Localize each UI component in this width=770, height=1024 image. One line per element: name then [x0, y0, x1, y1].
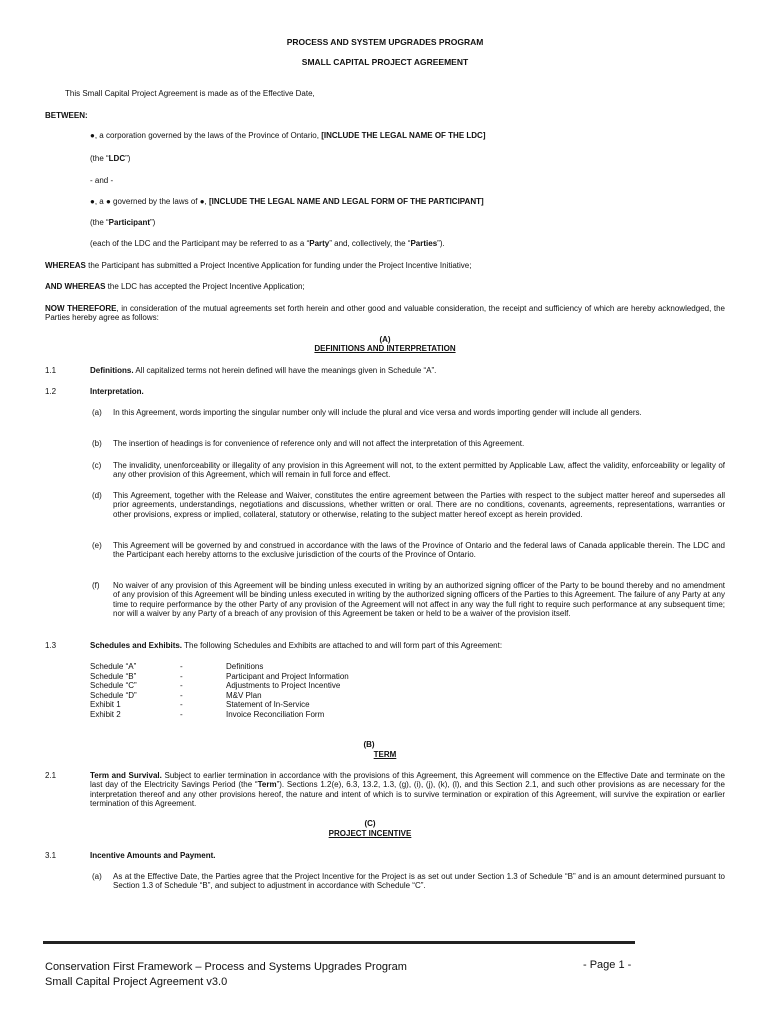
schedule-name: Schedule “D” [90, 690, 137, 700]
section-c-title: PROJECT INCENTIVE [328, 829, 412, 838]
s1-1-number: 1.1 [45, 366, 57, 375]
each-parties: Parties [410, 239, 438, 248]
and-separator: - and - [90, 176, 114, 185]
footer-line-2: Small Capital Project Agreement v3.0 [45, 976, 228, 988]
whereas-2 [45, 282, 725, 291]
s1-3-body: The following Schedules and Exhibits are attached to and will form part of this Agreement: [182, 641, 503, 650]
s3-1-head: Incentive Amounts and Payment. [90, 851, 216, 860]
whereas-1-text: the Participant has submitted a Project Incentive Application for funding under the Project Incentive Initiative; [85, 261, 472, 270]
ldc-def-pre: (the “ [90, 154, 109, 163]
schedule-dash: - [180, 700, 183, 709]
schedule-desc: Definitions [226, 662, 264, 671]
s2-1-term: Term [257, 780, 277, 790]
schedule-dash: - [180, 681, 183, 690]
each-post: ”). [437, 239, 445, 248]
s1-2-d-label: (d) [92, 491, 102, 500]
ldc-def-term: LDC [108, 154, 126, 163]
s2-1-post: ”). Sections 1.2(e), 6.3, 13.2, 1.3, (g), (i), (j), (k), (l), and this Section 2.1, and such other provisions as are necessary for the interpretation thereof and any other provisions hereof, the nature and intent of which is to survive termination or expiration of this Agreement, will survive the expiration or earlier termination of this Agreement. [90, 780, 726, 809]
schedule-row [90, 710, 490, 719]
now-text: , in consideration of the mutual agreements set forth herein and other good and valuable consideration, the receipt and sufficiency of which are hereby acknowledged, the Parties hereby agree as follows: [45, 304, 726, 323]
whereas-2-bold: AND WHEREAS [45, 282, 106, 291]
schedule-row [90, 691, 490, 700]
each-mid: ” and, collectively, the “ [329, 239, 411, 248]
party-ldc [90, 131, 485, 140]
schedule-desc: Participant and Project Information [226, 671, 349, 681]
s1-2-c-label: (c) [92, 461, 102, 470]
party-ldc-text: ●, a corporation governed by the laws of the Province of Ontario, [90, 131, 322, 140]
ldc-definition [90, 154, 130, 163]
section-a-title: DEFINITIONS AND INTERPRETATION [314, 344, 456, 353]
s1-2-a-text: In this Agreement, words importing the singular number only will include the plural and vice versa and words importing gender will include all genders. [113, 408, 642, 417]
section-b-title: TERM [373, 750, 397, 759]
s2-1-head: Term and Survival. [90, 771, 162, 780]
footer-rule [43, 941, 635, 944]
party-participant [90, 197, 484, 206]
schedule-desc: M&V Plan [226, 690, 262, 700]
s1-2-e-label: (e) [92, 541, 102, 550]
schedule-dash: - [180, 709, 183, 719]
s1-2-f-label: (f) [92, 581, 100, 590]
schedule-name: Exhibit 1 [90, 700, 121, 709]
whereas-1 [45, 261, 725, 270]
whereas-1-bold: WHEREAS [45, 261, 86, 270]
party-participant-text: ●, a ● governed by the laws of ●, [90, 197, 209, 206]
now-bold: NOW THEREFORE [45, 304, 117, 313]
s1-2-d-text: This Agreement, together with the Release and Waiver, constitutes the entire agreement between the Parties with respect to the subject matter hereof and supersedes all prior agreements, understandings, negotiations and discussions, whether written or oral. There are no conditions, covenants, agreements, representations, warranties or other provisions, express or implied, collateral, statutory or otherwise, relating to the subject matter hereof except as herein provided. [113, 491, 725, 519]
s1-2-b-label: (b) [92, 439, 102, 448]
schedule-row [90, 681, 490, 690]
s1-3-head: Schedules and Exhibits. [90, 641, 183, 650]
s1-2-number: 1.2 [45, 387, 57, 396]
s1-2-c-text: The invalidity, unenforceability or illegality of any provision in this Agreement will not, to the extent permitted by Applicable Law, affect the validity, enforceability or legality of any other provision of this Agreement, which will remain in full force and effect. [113, 461, 725, 480]
now-therefore [45, 304, 725, 323]
s3-1-a-label: (a) [92, 872, 102, 881]
participant-def-pre: (the “ [90, 218, 109, 227]
participant-def-term: Participant [108, 218, 151, 227]
footer-line-1: Conservation First Framework – Process and Systems Upgrades Program [45, 961, 407, 973]
s1-2-e-text: This Agreement will be governed by and construed in accordance with the laws of the Province of Ontario and the federal laws of Canada applicable therein. The LDC and the Participant each hereby attorns to the exclusive jurisdiction of the courts of the Province of Ontario. [113, 541, 725, 560]
schedule-name: Exhibit 2 [90, 709, 121, 719]
s1-3-text [90, 641, 725, 650]
each-pre: (each of the LDC and the Participant may be referred to as a “ [90, 239, 310, 248]
party-participant-placeholder: [INCLUDE THE LEGAL NAME AND LEGAL FORM OF THE PARTICIPANT] [209, 197, 484, 206]
s1-2-a-label: (a) [92, 408, 102, 417]
schedule-name: Schedule “C” [90, 681, 137, 690]
s3-1-number: 3.1 [45, 851, 57, 860]
s3-1-a-text: As at the Effective Date, the Parties agree that the Project Incentive for the Project is as set out under Section 1.3 of Schedule “B” and is an amount determined pursuant to Section 1.3 of Schedule “B”, and subject to adjustment in accordance with Schedule “C”. [113, 872, 725, 891]
schedule-dash: - [180, 662, 183, 671]
schedule-row [90, 672, 490, 681]
party-ldc-placeholder: [INCLUDE THE LEGAL NAME OF THE LDC] [321, 131, 486, 140]
section-c-letter: (C) [364, 819, 376, 828]
schedule-name: Schedule “A” [90, 662, 137, 671]
parties-definition [90, 239, 445, 248]
schedule-row [90, 700, 490, 709]
program-title: PROCESS AND SYSTEM UPGRADES PROGRAM [286, 37, 484, 47]
schedule-dash: - [180, 671, 183, 681]
intro-text: This Small Capital Project Agreement is made as of the Effective Date, [65, 89, 315, 98]
s1-2-f-text: No waiver of any provision of this Agreement will be binding unless executed in writing by an authorized signing officer of the Party to be bound thereby and no amendment of any provision of this Agreement will be binding unless executed in writing by the authorized signing officers of the Parties to this Agreement. The failure of any Party at any time to require performance by the other Party of any provision of the Agreement will not affect in any way the full right to require such performance at any subsequent time; nor will a waiver by any Party of a breach of any provision of this Agreement be taken or held to be a waiver of the provision itself. [113, 581, 725, 619]
s1-1-body: All capitalized terms not herein defined will have the meanings given in Schedule “A”. [133, 366, 437, 375]
section-b-letter: (B) [363, 740, 375, 749]
s1-2-b-text: The insertion of headings is for convenience of reference only and will not affect the interpretation of this Agreement. [113, 439, 525, 448]
each-party: Party [309, 239, 330, 248]
participant-definition [90, 218, 155, 227]
s2-1-number: 2.1 [45, 771, 57, 780]
schedule-row [90, 662, 490, 671]
page-number: - Page 1 - [583, 959, 632, 971]
s1-3-number: 1.3 [45, 641, 57, 650]
s2-1-text [90, 771, 725, 809]
section-a-letter: (A) [379, 335, 391, 344]
schedule-desc: Statement of In-Service [226, 700, 310, 709]
schedule-desc: Adjustments to Project Incentive [226, 681, 341, 690]
between-label: BETWEEN: [45, 111, 88, 120]
s1-1-text [90, 366, 725, 375]
s1-1-head: Definitions. [90, 366, 134, 375]
agreement-title: SMALL CAPITAL PROJECT AGREEMENT [301, 57, 469, 67]
schedule-dash: - [180, 690, 183, 700]
schedule-name: Schedule “B” [90, 671, 137, 681]
ldc-def-post: ”) [125, 154, 131, 163]
s1-2-head: Interpretation. [90, 387, 144, 396]
s2-1-pre: Subject to earlier termination in accordance with the provisions of this Agreement, this Agreement will commence on the Effective Date and terminate on the last day of the Electricity Savings Period (the “ [90, 771, 725, 790]
participant-def-post: ”) [150, 218, 156, 227]
schedule-desc: Invoice Reconciliation Form [226, 709, 325, 719]
whereas-2-text: the LDC has accepted the Project Incentive Application; [105, 282, 305, 291]
